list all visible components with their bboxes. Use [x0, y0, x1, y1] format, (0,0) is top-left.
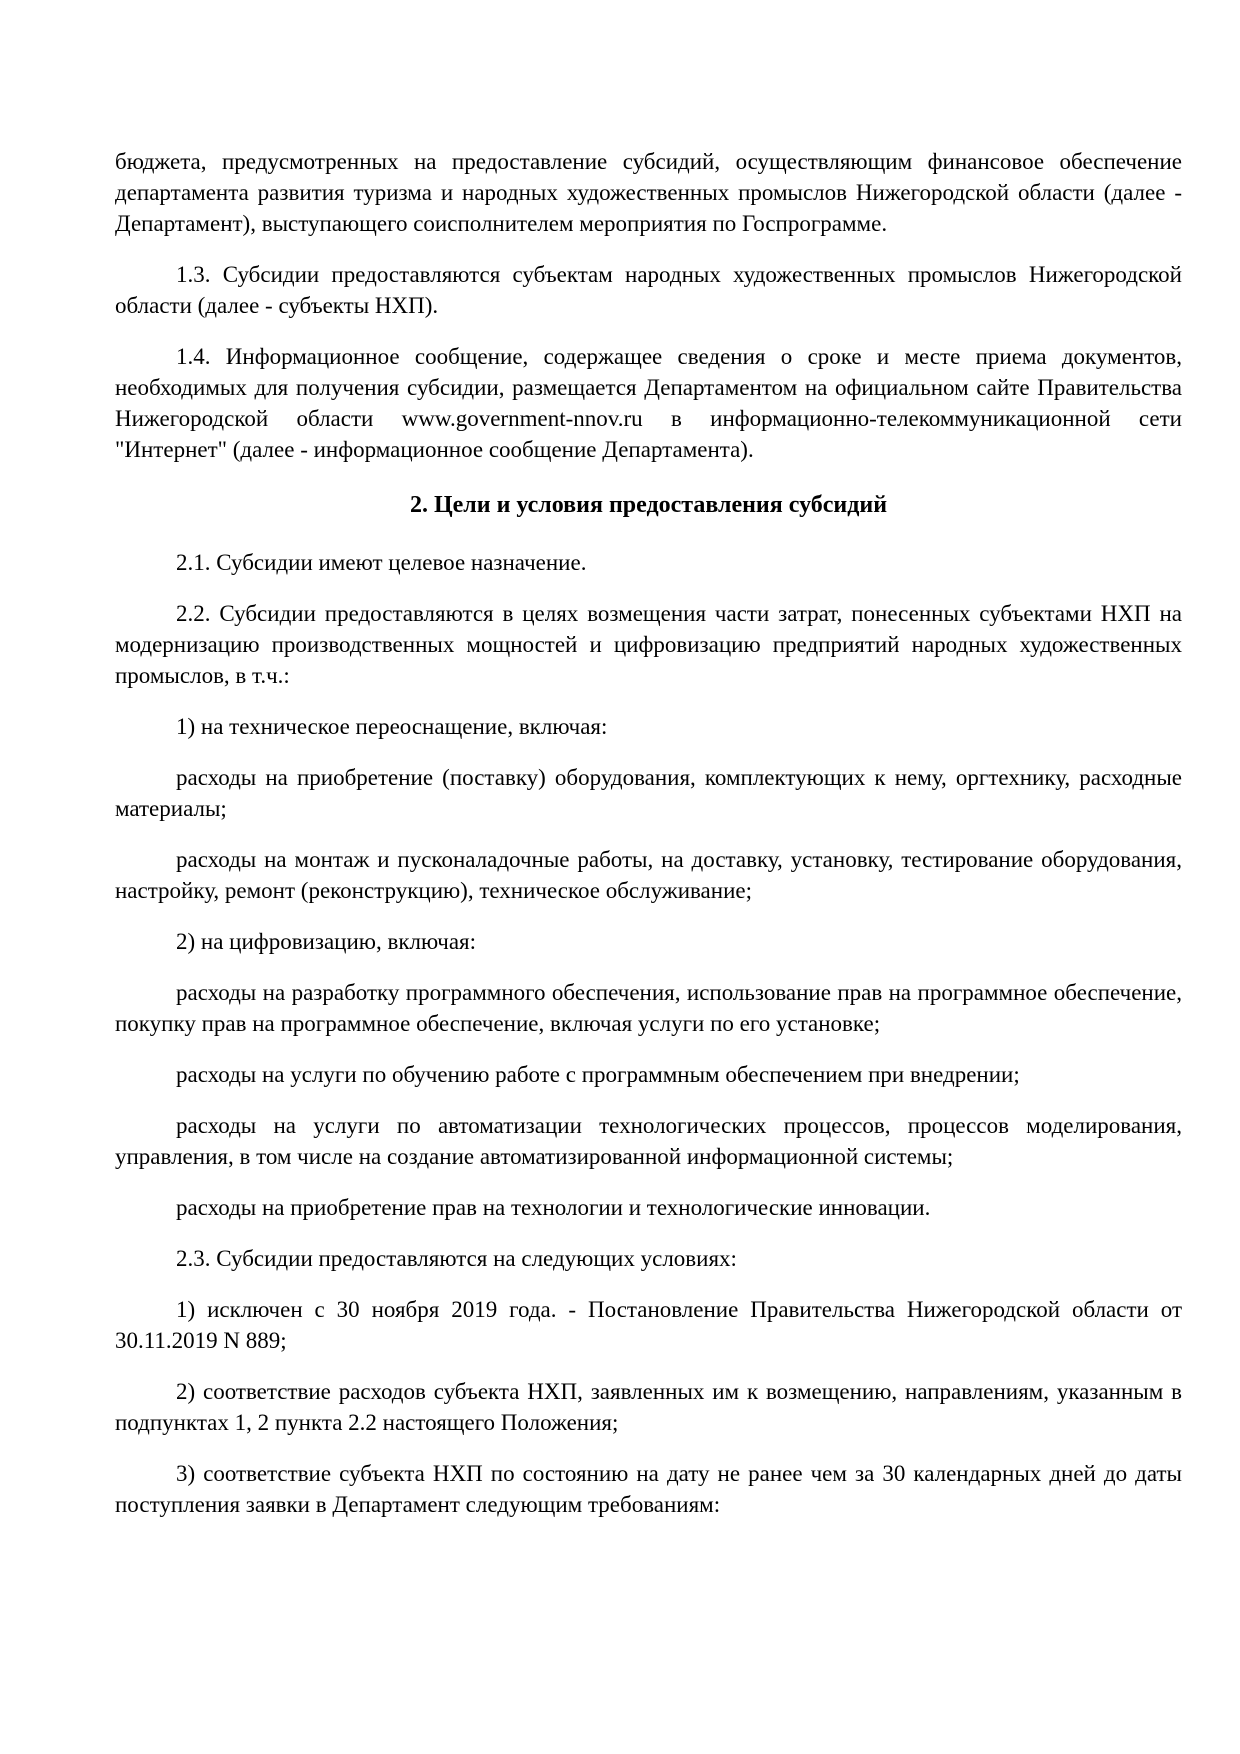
paragraph-expenses-training: расходы на услуги по обучению работе с программным обеспечением при внедрении; — [176, 1062, 1020, 1087]
paragraph-expenses-software: расходы на разработку программного обеспечения, использование прав на программное обеспечение, покупку прав на программное обеспечение, включая услуги по его установке; — [115, 980, 1182, 1036]
paragraph-2-2-item-1: 1) на техническое переоснащение, включая: — [176, 714, 608, 739]
paragraph-expenses-installation: расходы на монтаж и пусконаладочные работы, на доставку, установку, тестирование оборудования, настройку, ремонт (реконструкцию), техническое обслуживание; — [115, 847, 1182, 903]
paragraph-1-4: 1.4. Информационное сообщение, содержащее сведения о сроке и месте приема документов, необходимых для получения субсидии, размещается Департаментом на официальном сайте Правительства Нижегородской области www.government-nnov.ru в информационно-телекоммуникационной сети "Интернет" (далее - информационное сообщение Департамента). — [115, 344, 1182, 462]
paragraph-expenses-automation: расходы на услуги по автоматизации технологических процессов, процессов моделирования, управления, в том числе на создание автоматизированной информационной системы; — [115, 1113, 1182, 1169]
paragraph-2-3-item-3: 3) соответствие субъекта НХП по состоянию на дату не ранее чем за 30 календарных дней до даты поступления заявки в Департамент следующим требованиям: — [115, 1461, 1182, 1517]
paragraph-2-2-item-2: 2) на цифровизацию, включая: — [176, 929, 477, 954]
paragraph-expenses-technology-rights: расходы на приобретение прав на технологии и технологические инновации. — [176, 1195, 931, 1220]
paragraph-1-3: 1.3. Субсидии предоставляются субъектам народных художественных промыслов Нижегородской области (далее - субъекты НХП). — [115, 262, 1182, 318]
section-heading: 2. Цели и условия предоставления субсидий — [409, 492, 888, 518]
paragraph-2-3-item-2: 2) соответствие расходов субъекта НХП, заявленных им к возмещению, направлениям, указанным в подпунктах 1, 2 пункта 2.2 настоящего Положения; — [115, 1379, 1182, 1435]
paragraph-continuation: бюджета, предусмотренных на предоставление субсидий, осуществляющим финансовое обеспечение департамента развития туризма и народных художественных промыслов Нижегородской области (далее - Департамент), выступающего соисполнителем мероприятия по Госпрограмме. — [115, 149, 1182, 236]
paragraph-expenses-equipment: расходы на приобретение (поставку) оборудования, комплектующих к нему, оргтехнику, расходные материалы; — [115, 765, 1182, 821]
paragraph-2-1: 2.1. Субсидии имеют целевое назначение. — [176, 550, 587, 575]
paragraph-2-3: 2.3. Субсидии предоставляются на следующих условиях: — [176, 1246, 737, 1271]
paragraph-2-3-item-1: 1) исключен с 30 ноября 2019 года. - Постановление Правительства Нижегородской области от 30.11.2019 N 889; — [115, 1297, 1182, 1353]
paragraph-2-2: 2.2. Субсидии предоставляются в целях возмещения части затрат, понесенных субъектами НХП на модернизацию производственных мощностей и цифровизацию предприятий народных художественных промыслов, в т.ч.: — [115, 601, 1182, 688]
